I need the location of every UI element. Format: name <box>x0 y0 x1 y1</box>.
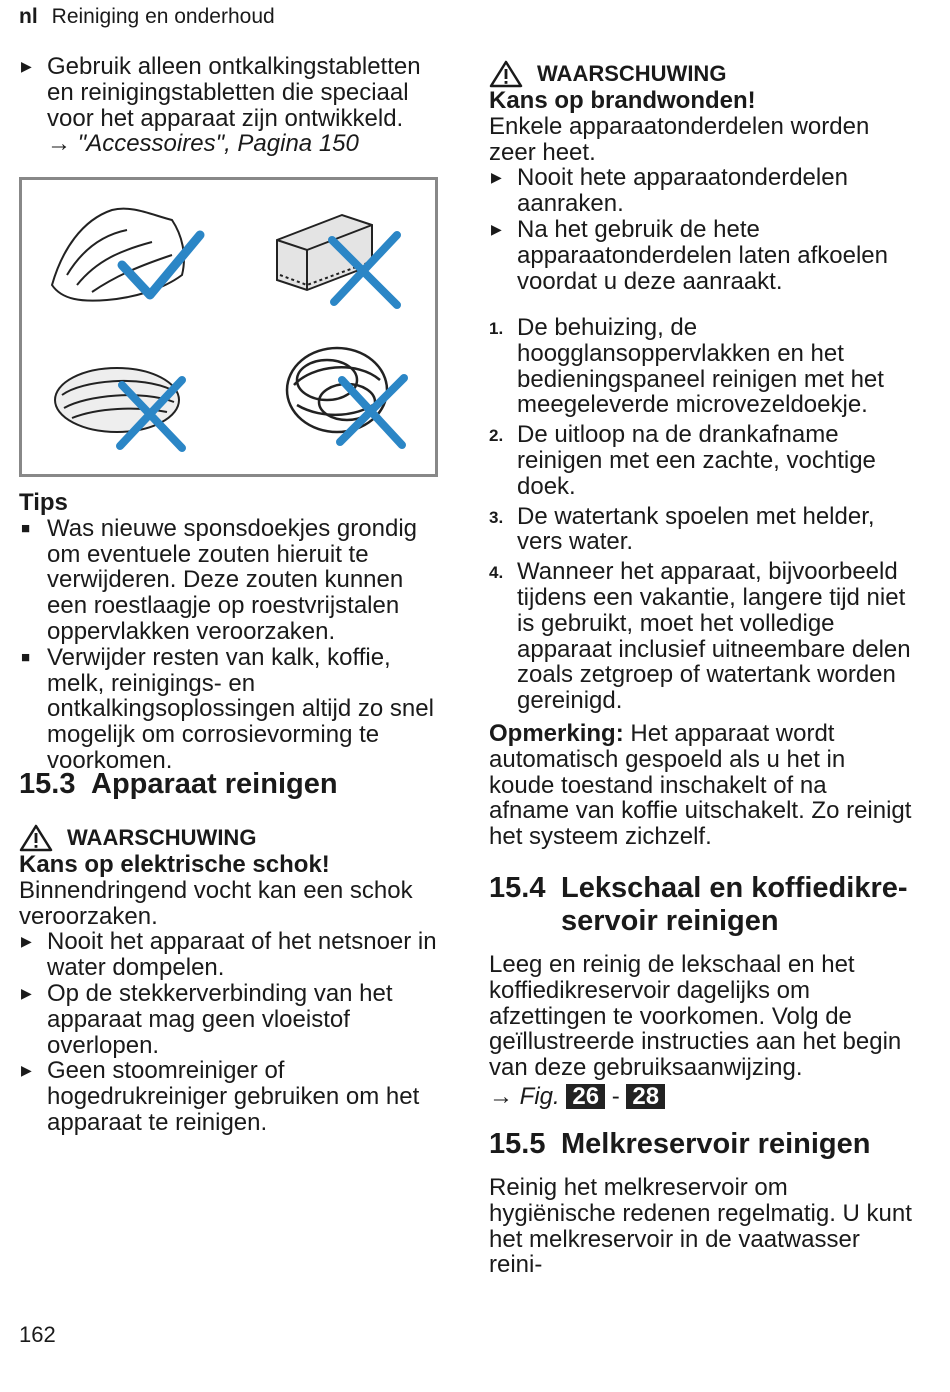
page-number: 162 <box>19 1322 56 1347</box>
cleaning-cloth-figure <box>19 177 438 477</box>
warning-electric-shock <box>19 824 441 1136</box>
warning-triangle-icon <box>19 824 53 852</box>
section-heading-15-5: 15.5 Melkreservoir reinigen <box>489 1128 871 1160</box>
list-item: ■ Verwijder resten van kalk, koffie, melk, reinigings- en ontkalkingsoplossingen altijd zo snel mogelijk om corrosievorming te voorkomen. <box>21 643 434 774</box>
header-language: nl <box>19 5 38 28</box>
list-item: ▶ Na het gebruik de hete apparaatonderdelen laten afkoelen voordat u deze aanraakt. <box>491 215 888 295</box>
warning-title: Kans op brandwonden! <box>489 87 756 114</box>
triangle-bullet-icon: ▶ <box>491 220 502 237</box>
figure-reference: → Fig. 26 - 28 <box>489 1084 913 1110</box>
warning-title: Kans op elektrische schok! <box>19 851 330 878</box>
list-item: ▶ Op de stekkerverbinding van het apparaat mag geen vloeistof overlopen. <box>21 979 393 1059</box>
tips-list <box>19 516 441 774</box>
list-item: 4. Wanneer het apparaat, bijvoorbeeld tijdens een vakantie, langere tijd niet is gebruikt, moet het volledige apparaat inclusief uitneembare delen zoals zetgroep of watertank worden gereinigd. <box>489 558 911 715</box>
note-text: Het apparaat wordt automatisch gespoeld als u het in koude toestand inschakelt of na afname van koffie uitschakelt. Zo reinigt het systeem zichzelf. <box>489 720 912 851</box>
triangle-bullet-icon: ▶ <box>21 933 32 950</box>
list-item: 2. De uitloop na de drankafname reinigen met een zachte, vochtige doek. <box>489 421 876 500</box>
intro-bullets <box>19 54 441 157</box>
warning-burns <box>489 60 913 294</box>
running-header <box>19 5 275 29</box>
section-heading-15-4: 15.4 Lekschaal en koffiedikre- servoir reinigen <box>489 872 908 937</box>
list-item: 1. De behuizing, de hoogglansoppervlakken en het bedieningspaneel reinigen met het meegeleverde microvezeldoekje. <box>489 314 884 419</box>
cleaning-steps <box>489 315 913 714</box>
triangle-bullet-icon: ▶ <box>21 1062 32 1079</box>
warning-text: Enkele apparaatonderdelen worden zeer heet. <box>489 112 870 166</box>
header-section: Reiniging en onderhoud <box>51 5 275 28</box>
triangle-bullet-icon: ▶ <box>21 984 32 1001</box>
warning-bullets <box>489 165 913 294</box>
cleaning-materials-illustration <box>22 180 435 474</box>
steel-wool-icon <box>287 348 387 432</box>
tips-title: Tips <box>19 489 68 516</box>
list-item: ▶ Nooit het apparaat of het netsnoer in water dompelen. <box>21 928 437 982</box>
warning-triangle-icon <box>489 60 523 88</box>
note-paragraph <box>489 721 913 850</box>
list-item: ▶ Nooit hete apparaatonderdelen aanraken. <box>491 164 848 218</box>
square-bullet-icon: ■ <box>21 648 31 666</box>
figure-badge[interactable]: 28 <box>626 1084 665 1109</box>
list-item: ▶ Geen stoomreiniger of hogedrukreiniger gebruiken om het apparaat te reinigen. <box>21 1057 420 1136</box>
note-label: Opmerking: <box>489 720 624 747</box>
triangle-bullet-icon: ▶ <box>21 58 32 74</box>
cross-icon <box>340 378 404 445</box>
warning-label: WAARSCHUWING <box>537 61 727 86</box>
warning-label: WAARSCHUWING <box>67 825 257 850</box>
list-item: 3. De watertank spoelen met helder, vers water. <box>489 502 875 556</box>
accessories-link[interactable]: → "Accessoires", Pagina 150 <box>47 130 359 158</box>
list-item: ■ Was nieuwe sponsdoekjes grondig om eventuele zouten hieruit te verwijderen. Deze zouten kunnen een roestlaagje op roestvrijstalen oppervlakken veroorzaken. <box>21 514 417 645</box>
warning-text: Binnendringend vocht kan een schok veroorzaken. <box>19 876 413 930</box>
list-item: ▶ Gebruik alleen ontkalkingstabletten en reinigingstabletten die speciaal voor het apparaat zijn ontwikkeld. → "Accessoires", Pagina 150 <box>21 53 421 158</box>
microfiber-cloth-icon <box>52 209 184 301</box>
warning-bullets <box>19 929 441 1135</box>
section-heading-15-3: 15.3 Apparaat reinigen <box>19 768 338 800</box>
square-bullet-icon: ■ <box>21 519 31 537</box>
section-15-5-text: Reinig het melkreservoir om hygiënische redenen regelmatig. U kunt het melkreservoir in de vaatwasser reini- <box>489 1174 912 1279</box>
section-15-4-text: Leeg en reinig de lekschaal en het koffiedikreservoir dagelijks om afzettingen te voorkomen. Volg de geïllustreerde instructies aan het begin van deze gebruiksaanwijzing. <box>489 951 902 1082</box>
tips-block <box>19 490 441 774</box>
figure-badge[interactable]: 26 <box>566 1084 605 1109</box>
triangle-bullet-icon: ▶ <box>491 169 502 186</box>
